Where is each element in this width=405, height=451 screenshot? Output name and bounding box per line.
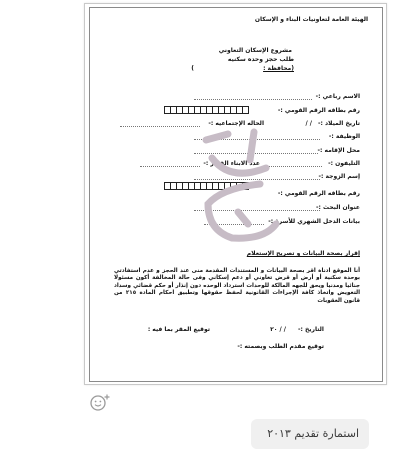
emoji-add-icon[interactable] xyxy=(88,391,114,413)
birth-date-blank: / / xyxy=(305,120,312,127)
marital-status-dots xyxy=(120,126,200,127)
family-income-label: بيانات الدخل الشهري للأسرة :- xyxy=(268,218,360,225)
residence-label: محل الإقامه :- xyxy=(317,147,360,154)
declarant-signature-label: توقيع المقر بما فيه : xyxy=(147,326,210,333)
birth-date-label: تاريخ الميلاد :- xyxy=(317,120,360,127)
name-dots xyxy=(194,99,312,100)
declaration-body: أنا الموقع ادناة اقر بصحة البيانات و المستندات المقدمة منى عند الحجز و عدم استفادتي بوحدة سكنية أو أرض أو قرض تعاوني أو دعم إسكاني وفى حالة المخالفة أكون مسئولا جنائيا ومدنيا ويحق للجهه المالكة للوحدات استرداد الوحده دون إنذار أو حكم قضائي وسداد التعويض واتخاذ كافة الإجراءات القانونية لحفظ حقوقها وتطبيق احكام المادة ٢١٥ من قانون العقوبات xyxy=(114,268,360,304)
watermark-stamp xyxy=(194,128,290,254)
research-address-label: عنوان البحث :- xyxy=(316,204,360,211)
image-caption: استمارة تقديم ٢٠١٣ xyxy=(267,427,359,440)
family-income-dots xyxy=(204,224,264,225)
spouse-national-id-label: رقم بطاقه الرقم القومي :- xyxy=(277,190,360,197)
project-title: مشروع الإسكان التعاوني xyxy=(218,47,292,54)
job-dots xyxy=(194,139,320,140)
spouse-name-dots xyxy=(194,179,320,180)
research-address-dots xyxy=(194,210,320,211)
national-id-boxes xyxy=(164,106,248,114)
date-value: / / ٢٠ xyxy=(270,326,286,333)
job-label: الوظيفة :- xyxy=(328,133,360,140)
application-form-page xyxy=(89,7,383,382)
declaration-heading: إقرار بصحة البيانات و تصريح الإستعلام xyxy=(246,250,360,257)
request-title: طلب حجز وحده سكنيه xyxy=(227,56,294,63)
governorate-label: (محافظة : xyxy=(263,65,294,72)
marital-status-label: الحاله الإجتماعيه :- xyxy=(208,120,264,127)
spouse-name-label: إسم الزوجة :- xyxy=(318,173,360,180)
authority-title: الهيئة العامة لتعاونيات البناء و الإسكان xyxy=(254,16,368,23)
applicant-signature-label: توقيع مقدم الطلب وبصمته :- xyxy=(237,343,324,350)
caption-bubble xyxy=(251,419,369,449)
form-image-preview[interactable] xyxy=(84,3,387,385)
residence-dots xyxy=(194,153,318,154)
name-label: الاسم رباعي :- xyxy=(315,93,360,100)
minor-children-dots xyxy=(140,166,200,167)
national-id-label: رقم بطاقه الرقم القومي :- xyxy=(277,107,360,114)
governorate-close: ) xyxy=(191,65,194,72)
phone-dots xyxy=(266,166,322,167)
phone-label: التليفون :- xyxy=(328,160,360,167)
date-label: التاريخ :- xyxy=(297,326,324,333)
minor-children-label: عدد الابناء القصر :- xyxy=(203,160,260,167)
spouse-national-id-boxes xyxy=(164,182,248,190)
